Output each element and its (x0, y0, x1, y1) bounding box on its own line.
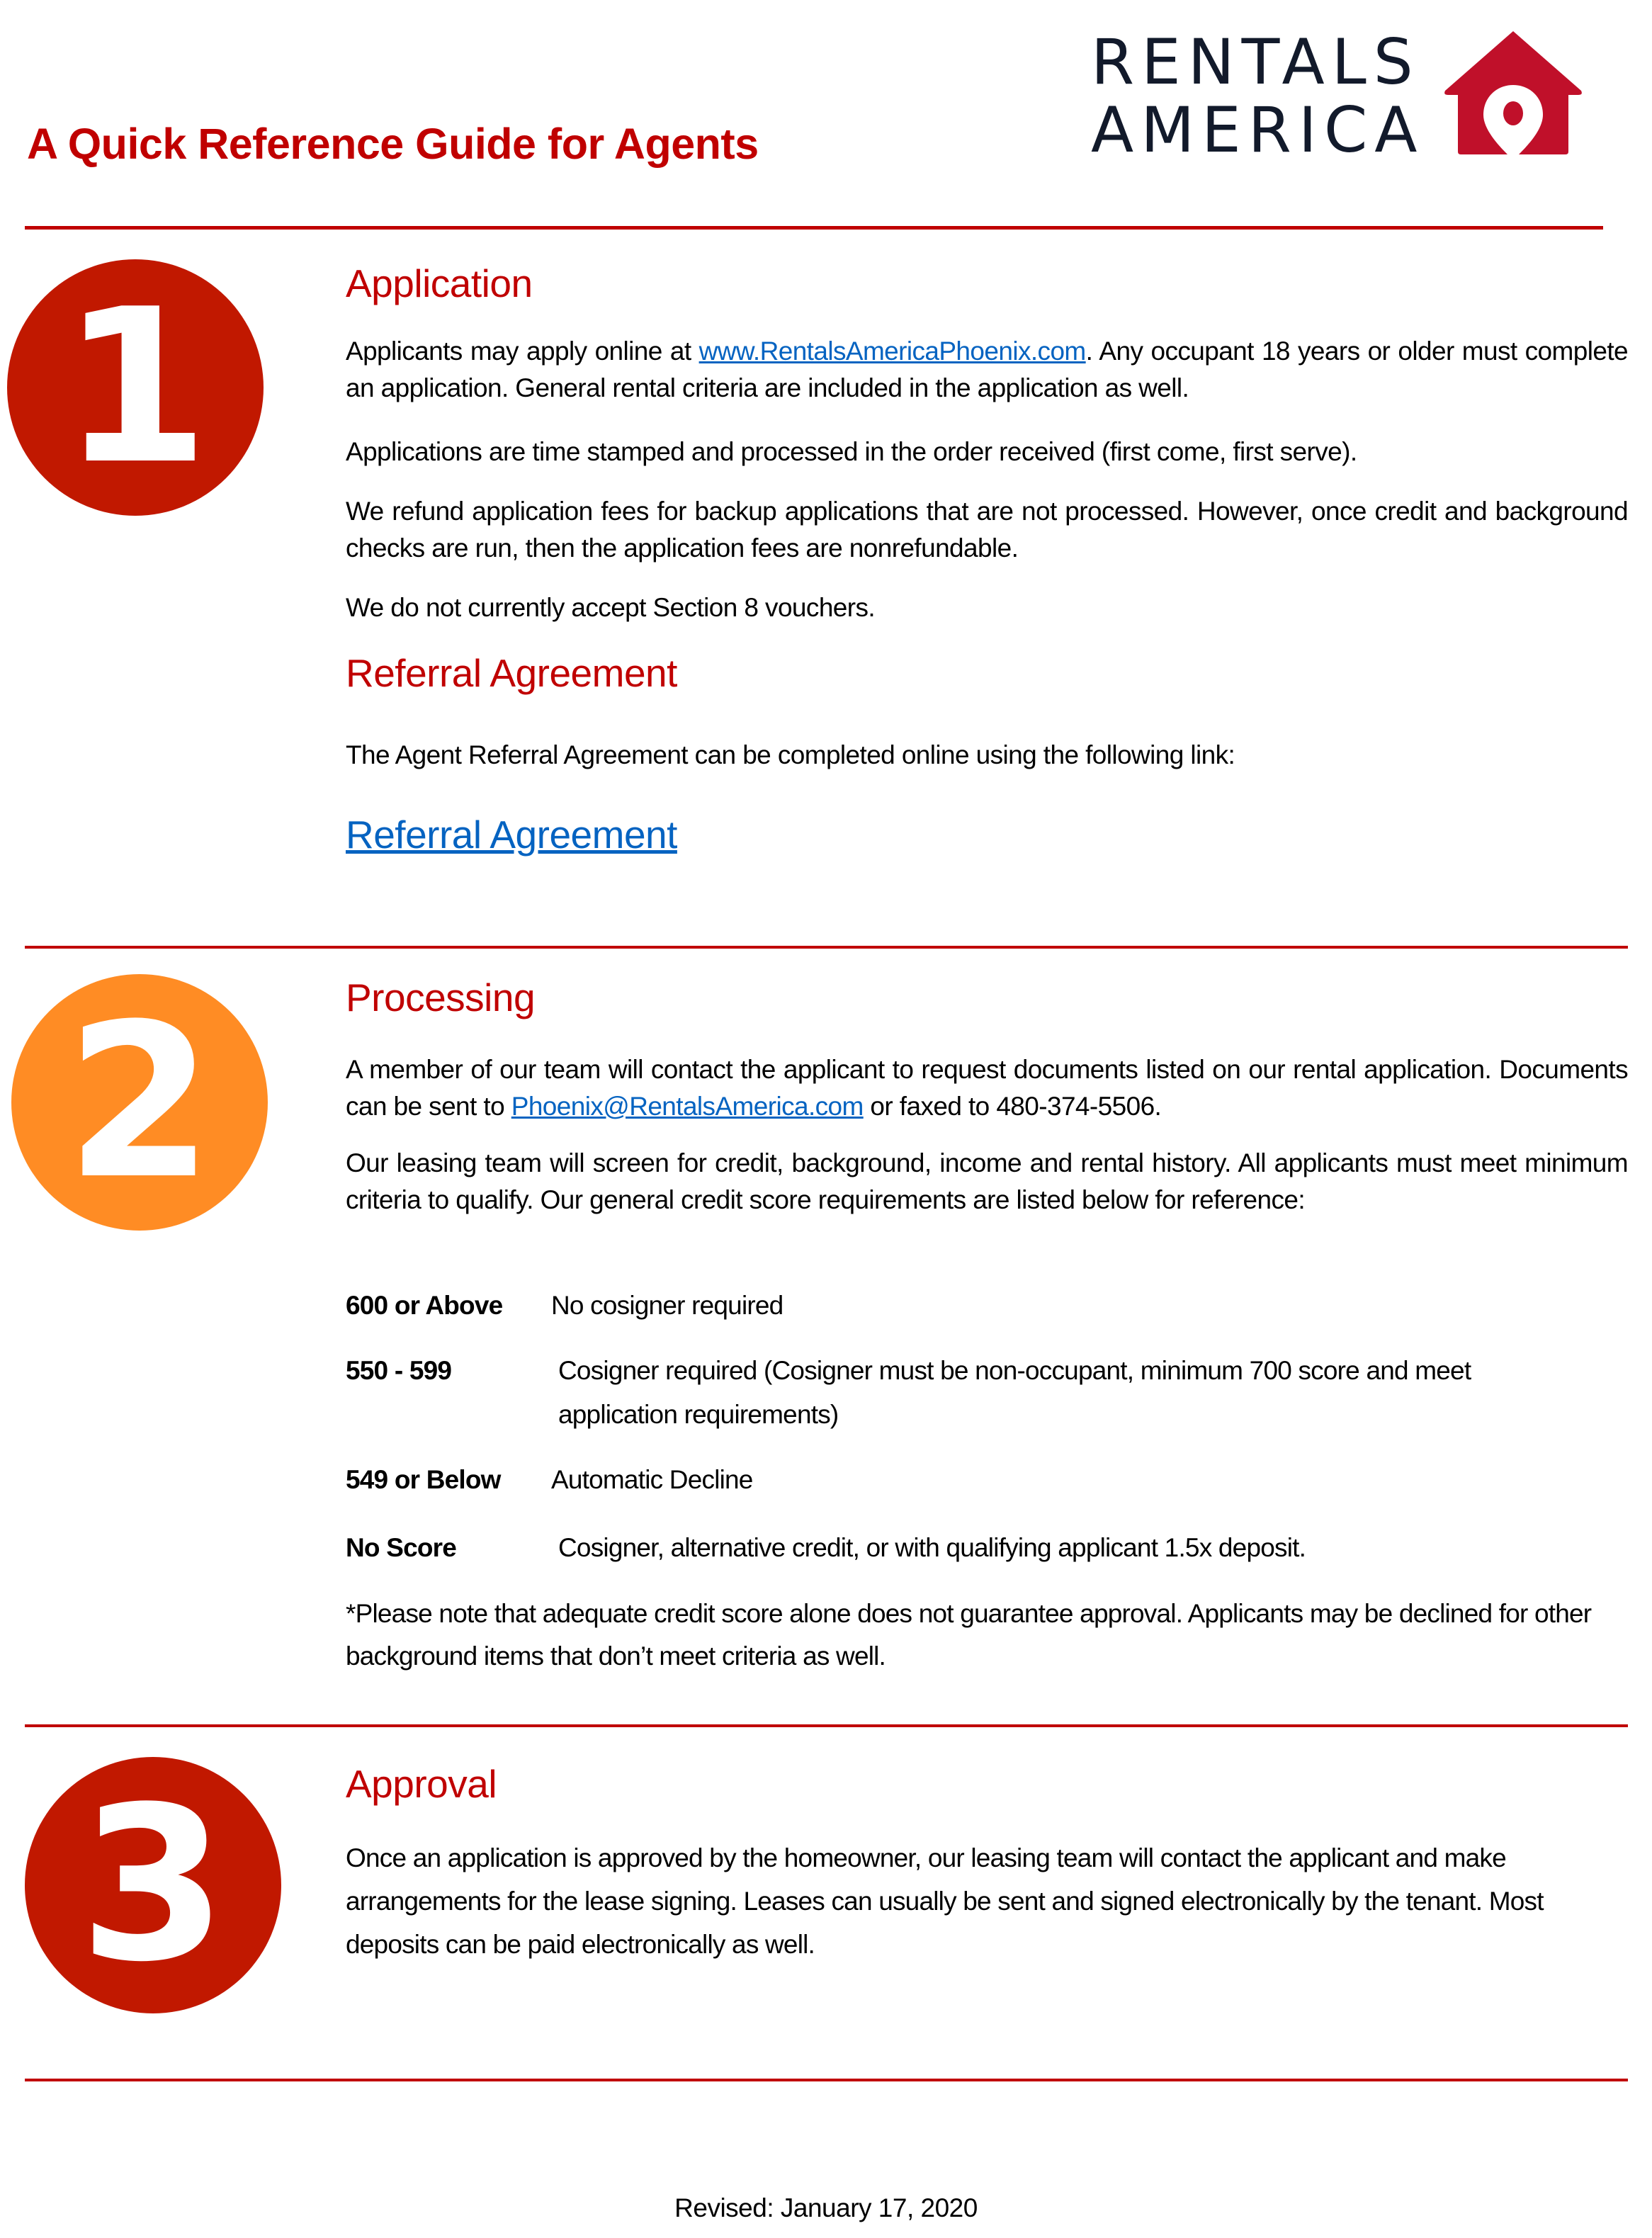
processing-paragraph-1: A member of our team will contact the applicant to request documents listed on our rental application. Documents can be sent to Phoenix@RentalsAmerica.com or faxed to 480-374-5506. (346, 1055, 1628, 1121)
logo-text-line1: RENTALS (1091, 26, 1420, 98)
step-number: 2 (65, 978, 214, 1226)
email-link[interactable]: Phoenix@RentalsAmerica.com (511, 1092, 864, 1121)
step-number: 1 (61, 264, 210, 511)
application-paragraph-4: We do not currently accept Section 8 vouchers. (346, 593, 876, 622)
section-divider (25, 1724, 1628, 1727)
credit-requirement: Cosigner, alternative credit, or with qualifying applicant 1.5x deposit. (558, 1533, 1306, 1562)
approval-paragraph: Once an application is approved by the homeowner, our leasing team will contact the applicant and make arrangements for the lease signing. Leases can usually be sent and signed electronically by the tenant. Most deposits can be paid electronically as well. (346, 1843, 1544, 1959)
step-2-badge (11, 974, 268, 1231)
header-divider (25, 226, 1603, 230)
credit-score: 549 or Below (346, 1465, 501, 1494)
step-3-badge (25, 1757, 281, 2013)
revised-date: Revised: January 17, 2020 (674, 2193, 978, 2222)
website-link[interactable]: www.RentalsAmericaPhoenix.com (698, 337, 1086, 366)
application-paragraph-3: We refund application fees for backup applications that are not processed. However, once credit and background checks are run, then the application fees are nonrefundable. (346, 497, 1628, 563)
credit-row (346, 1349, 1628, 1437)
processing-paragraph-2: Our leasing team will screen for credit, background, income and rental history. All applicants must meet minimum criteria to qualify. Our general credit score requirements are listed below for reference: (346, 1148, 1628, 1214)
credit-requirement: Automatic Decline (551, 1465, 753, 1494)
credit-requirement: No cosigner required (551, 1291, 783, 1320)
application-paragraph-1: Applicants may apply online at www.RentalsAmericaPhoenix.com. Any occupant 18 years or older must complete an application. General rental criteria are included in the application as well. (346, 337, 1628, 402)
section-divider (25, 946, 1628, 949)
step-1-badge (7, 259, 264, 516)
section-heading-approval: Approval (346, 1762, 497, 1806)
credit-row (346, 1526, 1628, 1570)
credit-row (346, 1284, 1628, 1328)
application-paragraph-2: Applications are time stamped and processed in the order received (first come, first serve). (346, 437, 1357, 466)
credit-score: 550 - 599 (346, 1356, 452, 1385)
credit-row (346, 1458, 1628, 1502)
section-heading-processing: Processing (346, 976, 536, 1019)
step-number: 3 (79, 1761, 227, 2008)
credit-score: No Score (346, 1533, 457, 1562)
section-heading-application: Application (346, 261, 533, 305)
referral-agreement-text: The Agent Referral Agreement can be completed online using the following link: (346, 740, 1235, 769)
referral-agreement-link[interactable]: Referral Agreement (346, 813, 677, 857)
section-heading-referral-agreement: Referral Agreement (346, 651, 677, 695)
credit-requirement: Cosigner required (Cosigner must be non-occupant, minimum 700 score and meet application requirements) (558, 1356, 1471, 1429)
section-divider (25, 2079, 1628, 2081)
credit-note: *Please note that adequate credit score alone does not guarantee approval. Applicants may be declined for other background items that don’t meet criteria as well. (346, 1599, 1592, 1671)
house-location-pin-icon (1442, 30, 1584, 157)
credit-score: 600 or Above (346, 1291, 503, 1320)
logo-text-line2: AMERICA (1091, 94, 1425, 166)
rentals-america-logo (1091, 21, 1601, 166)
page-title: A Quick Reference Guide for Agents (27, 120, 759, 168)
